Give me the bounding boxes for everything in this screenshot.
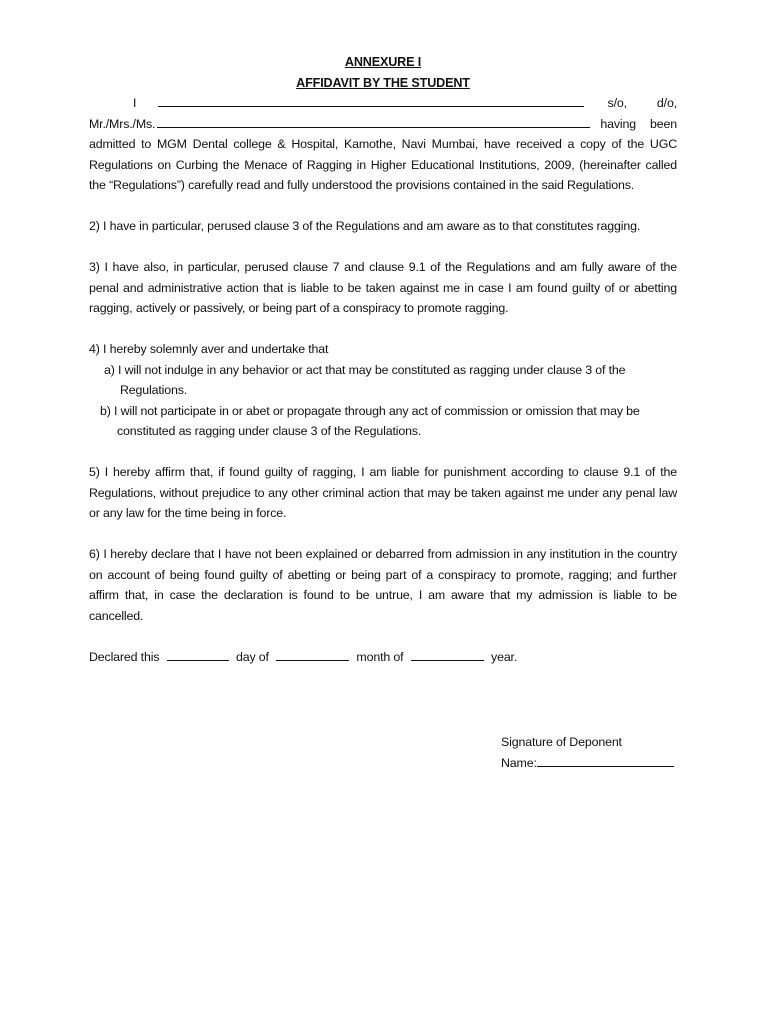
name-line (501, 753, 701, 774)
clause-4a-line2: Regulations. (120, 383, 188, 397)
been-word: been (650, 116, 677, 131)
clause-4b-line1: b) I will not participate in or abet or propagate through any act of commission or omission that may be (100, 403, 640, 418)
clause-2: 2) I have in particular, perused clause 3 of the Regulations and am aware as to that constitutes ragging. (89, 219, 641, 233)
month-of-label: month of (356, 649, 404, 664)
day-of-label: day of (235, 649, 269, 664)
declared-prefix: Declared this (89, 649, 160, 664)
intro-parent-line (89, 114, 677, 135)
clause-6: 6) I hereby declare that I have not been explained or debarred from admission in any institution in the country on account of being found guilty of abetting or being part of a conspiracy to promote, ragging; and further affirm that, in case the declaration is found to be untrue, I am aware that my admission is liable to be cancelled. (89, 547, 677, 623)
intro-lead: I (133, 96, 137, 110)
salutation-label: Mr./Mrs./Ms. (89, 116, 156, 131)
affidavit-body (89, 52, 677, 667)
parent-name-blank[interactable] (157, 114, 590, 128)
relation-do: d/o, (656, 96, 677, 110)
name-label: Name: (501, 755, 537, 770)
clause-4-intro: 4) I hereby solemnly aver and undertake that (89, 342, 329, 356)
having-word: having (600, 116, 637, 131)
clause-5: 5) I hereby affirm that, if found guilty of ragging, I am liable for punishment according to clause 9.1 of the Regulations, without prejudice to any other criminal action that may be taken against me under any penal law or any law for the time being in force. (89, 465, 677, 520)
signature-label: Signature of Deponent (501, 735, 622, 749)
relation-so: s/o, (607, 96, 627, 110)
intro-name-line (89, 93, 677, 114)
deponent-name-blank[interactable] (537, 753, 674, 767)
clause-4a-line1: a) I will not indulge in any behavior or act that may be constituted as ragging under clause 3 of the (104, 362, 626, 377)
student-name-blank[interactable] (158, 93, 584, 107)
declaration-line (89, 647, 677, 668)
year-label: year. (491, 649, 518, 664)
affidavit-subtitle: AFFIDAVIT BY THE STUDENT (296, 75, 470, 90)
annexure-title: ANNEXURE I (344, 55, 422, 69)
signature-block (501, 732, 701, 773)
clause-4b-line2: constituted as ragging under clause 3 of the Regulations. (117, 424, 422, 438)
day-blank[interactable] (167, 647, 229, 661)
year-blank[interactable] (411, 647, 484, 661)
clause-3: 3) I have also, in particular, perused clause 7 and clause 9.1 of the Regulations and am fully aware of the penal and administrative action that is liable to be taken against me in case I am found guilty of or abetting ragging, actively or passively, or being part of a conspiracy to promote ragging. (89, 260, 677, 315)
intro-paragraph: admitted to MGM Dental college & Hospital, Kamothe, Navi Mumbai, have received a copy of the UGC Regulations on Curbing the Menace of Ragging in Higher Educational Institutions, 2009, (hereinafter called the “Regulations”) carefully read and fully understood the provisions contained in the said Regulations. (89, 137, 677, 192)
month-blank[interactable] (276, 647, 349, 661)
